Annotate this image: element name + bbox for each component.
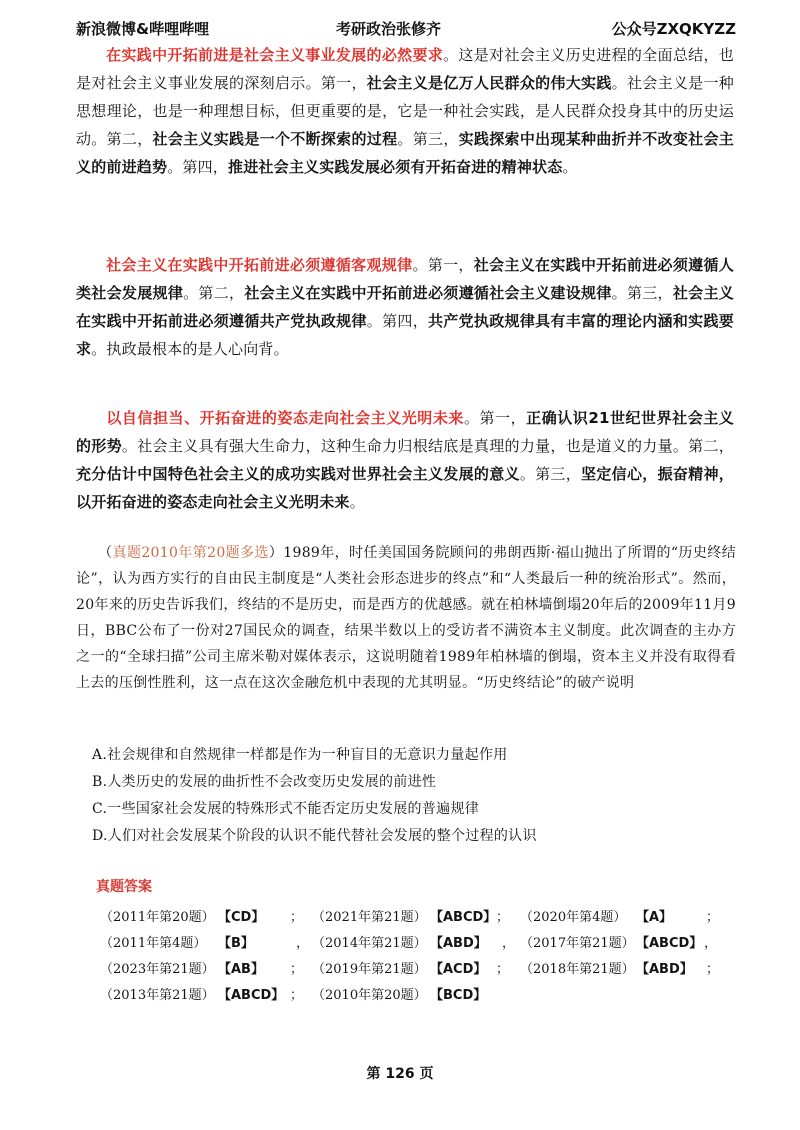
key-point: 社会主义在实践中开拓前进必须遵循共产党执政规律 [76,284,734,330]
answer-source: （2018年第21题） [520,962,635,977]
answer-source: （2019年第21题） [312,962,427,977]
answer-source: （2020年第4题） [520,910,627,925]
paragraph-text: 。第三， [611,284,673,302]
key-point: 正确认识21世纪世界社会主义的形势 [76,409,734,455]
key-point: 共产党执政规律具有丰富的理论内涵和实践要求 [76,312,734,358]
page-header [76,18,736,42]
paragraph-text: 。第二， [183,284,245,302]
key-point: 社会主义在实践中开拓前进必须遵循社会主义建设规律 [244,284,612,302]
answer-key: 【ABCD】 [218,988,285,1003]
question-source-tag: 真题2010年第20题多选 [112,545,269,561]
answers-title: 真题答案 [96,879,152,895]
key-point: 充分估计中国特色社会主义的成功实践对世界社会主义发展的意义 [76,465,520,483]
question-options [92,742,732,850]
key-point: 社会主义实践是一个不断探索的过程 [152,130,398,148]
answer-key: 【ABCD】 [430,910,497,925]
paragraph-bright-future [76,404,734,516]
key-point: 坚定信心，振奋精神，以开拓奋进的姿态走向社会主义光明未来 [76,465,734,511]
answer-separator: ； [290,988,304,1003]
header-right: 公众号ZXQKYZZ [611,20,736,38]
key-point: 社会主义是亿万人民群众的伟大实践 [366,74,612,92]
paragraph-heading: 以自信担当、开拓奋进的姿态走向社会主义光明未来 [106,409,464,427]
answer-key: 【A】 [636,910,673,925]
key-point: 社会主义在实践中开拓前进必须遵循人类社会发展规律 [76,256,734,302]
answer-key: 【ABD】 [430,936,487,951]
key-point: 推进社会主义实践发展必须有开拓奋进的精神状态 [228,158,563,176]
answer-row [100,906,740,932]
paragraph-text: 。第四， [167,158,229,176]
answer-key: 【BCD】 [430,988,487,1003]
answer-source: （2011年第20题） [100,910,215,925]
answer-separator: ， [502,936,516,951]
paragraph-text: 。 [562,158,578,176]
answer-separator: ； [706,910,720,925]
answer-row [100,984,740,1010]
answer-separator: ； [496,910,510,925]
question-bracket: ） [268,545,284,561]
paragraph-text: 。第四， [366,312,428,330]
paragraph-text: 。第三， [397,130,459,148]
paragraph-practice [76,41,734,181]
paragraph-text: 。第一， [412,256,474,274]
answer-separator: ， [704,936,718,951]
answer-source: （2013年第21题） [100,988,215,1003]
answer-row [100,932,740,958]
answer-source: （2017年第21题） [520,936,635,951]
answer-row [100,958,740,984]
answer-source: （2010年第20题） [312,988,427,1003]
paragraph-text: 。执政最根本的是人心向背。 [91,340,289,358]
answer-source: （2023年第21题） [100,962,215,977]
answer-source: （2014年第21题） [312,936,427,951]
question-stem: 1989年，时任美国国务院顾问的弗朗西斯·福山抛出了所谓的“历史终结论”，认为西方实行的自由民主制度是“人类社会形态进步的终点”和“人类最后一种的统治形式”。然而，20年来的历史告诉我们，终结的不是历史，而是西方的优越感。就在柏林墙倒塌20年后的2009年11月9日，BBC公布了一份对27国民众的调查，结果半数以上的受访者不满资本主义制度。此次调查的主办方之一的“全球扫描”公司主席米勒对媒体表示，这说明随着1989年柏林墙的倒塌，资本主义并没有取得看上去的压倒性胜利，这一点在这次金融危机中表现的尤其明显。“历史终结论”的破产说明 [76,545,736,691]
paragraph-text: 。第一， [463,409,527,427]
exam-question [76,540,736,696]
answer-separator: ； [290,962,304,977]
answer-separator: ； [290,910,304,925]
answer-source: （2011年第4题） [100,936,207,951]
paragraph-objective-laws [76,251,734,363]
paragraph-text: 。社会主义具有强大生命力，这种生命力归根结底是真理的力量，也是道义的力量。第二， [121,437,734,455]
paragraph-heading: 在实践中开拓前进是社会主义事业发展的必然要求 [106,46,444,64]
answer-separator: ， [296,936,310,951]
paragraph-heading: 社会主义在实践中开拓前进必须遵循客观规律 [106,256,413,274]
key-point: 实践探索中出现某种曲折并不改变社会主义的前进趋势 [76,130,734,176]
question-bracket: （ [98,545,113,561]
answer-key: 【ACD】 [430,962,487,977]
page-number: 第 126 页 [366,1066,434,1082]
paragraph-text: 。 [349,493,365,511]
header-center: 考研政治张修齐 [336,20,442,38]
paragraph-text: 。这是对社会主义历史进程的全面总结，也是对社会主义事业发展的深刻启示。第一， [76,46,734,92]
option-b: B.人类历史的发展的曲折性不会改变历史发展的前进性 [92,774,437,790]
answer-separator: ； [706,962,720,977]
answer-key: 【CD】 [218,910,265,925]
answer-separator: ； [496,962,510,977]
answer-key: 【AB】 [218,962,264,977]
paragraph-text: 。第三， [519,465,582,483]
answer-key: 【B】 [218,936,254,951]
answer-key: 【ABD】 [636,962,693,977]
option-d: D.人们对社会发展某个阶段的认识不能代替社会发展的整个过程的认识 [92,828,537,844]
paragraph-text: 。社会主义是一种思想理论，也是一种理想目标，但更重要的是，它是一种社会实践，是人民群众投身其中的历史运动。第二， [76,74,734,148]
option-a: A.社会规律和自然规律一样都是作为一种盲目的无意识力量起作用 [92,747,508,763]
answer-source: （2021年第21题） [312,910,427,925]
header-left: 新浪微博&哔哩哔哩 [76,20,210,38]
answer-key: 【ABCD】 [636,936,703,951]
option-c: C.一些国家社会发展的特殊形式不能否定历史发展的普遍规律 [92,801,480,817]
